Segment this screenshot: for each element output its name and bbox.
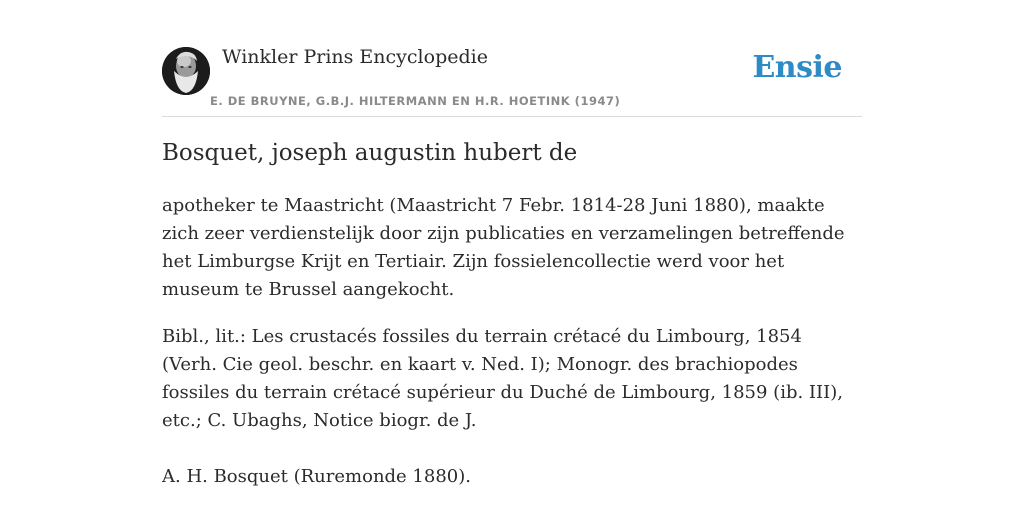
article-paragraph: apotheker te Maastricht (Maastricht 7 Febr. 1814-28 Juni 1880), maakte zich zeer verdienstelijk door zijn publicaties en verzamelingen betreffende het Limburgse Krijt en Tertiair. Zijn fossielencollectie werd voor het museum te Brussel aangekocht. xyxy=(162,195,845,300)
site-title: Winkler Prins Encyclopedie xyxy=(222,46,488,68)
page xyxy=(162,0,862,487)
site-subtitle: E. DE BRUYNE, G.B.J. HILTERMANN EN H.R. HOETINK (1947) xyxy=(210,94,621,108)
article-title: Bosquet, joseph augustin hubert de xyxy=(162,140,578,166)
article-paragraph: Bibl., lit.: Les crustacés fossiles du terrain crétacé du Limbourg, 1854 (Verh. Cie geol. beschr. en kaart v. Ned. I); Monogr. des brachiopodes fossiles du terrain crétacé supérieur du Duché de Limbourg, 1859 (ib. III), etc.; C. Ubaghs, Notice biogr. de J. xyxy=(162,326,843,431)
brand-logo-link[interactable]: Ensie xyxy=(752,50,842,85)
author-avatar xyxy=(162,47,210,95)
article-paragraph: A. H. Bosquet (Ruremonde 1880). xyxy=(162,466,471,487)
site-header xyxy=(162,0,862,117)
